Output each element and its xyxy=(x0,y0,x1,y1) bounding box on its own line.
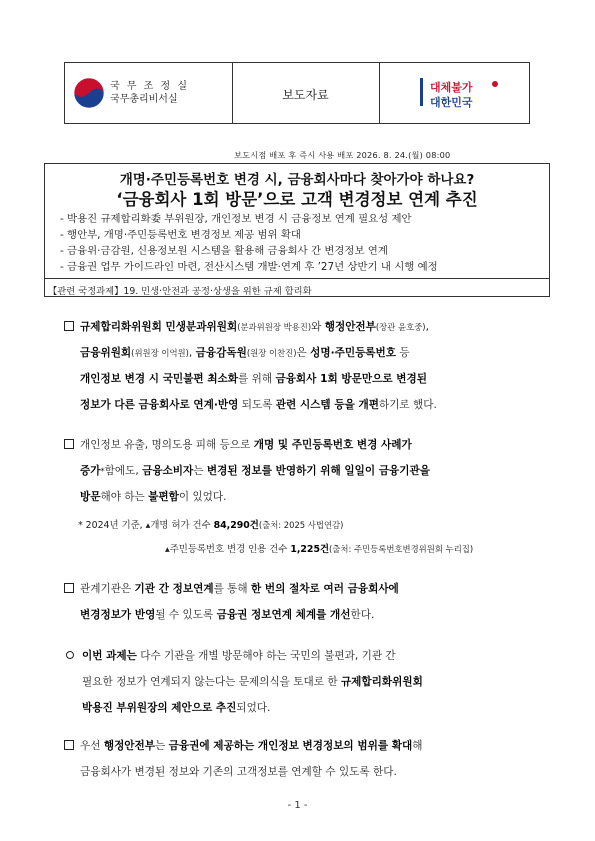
text: 다수 기관을 개별 방문해야 하는 국민의 불편과, 기관 간 xyxy=(136,650,396,662)
text: , xyxy=(425,321,429,333)
summary-bullet: - 행안부, 개명·주민등록번호 변경정보 제공 범위 확대 xyxy=(60,229,301,241)
text: 는 xyxy=(193,465,207,477)
text: 해야 하는 xyxy=(100,491,149,503)
paragraph-4 xyxy=(66,643,423,721)
text-strong: 금융소비자 xyxy=(142,465,194,477)
government-emblem-icon xyxy=(72,76,106,110)
text: 함에도, xyxy=(104,465,143,477)
square-bullet-icon xyxy=(64,321,74,331)
title-divider xyxy=(44,278,550,279)
text-strong: 한 번의 절차로 여러 금융회사에 xyxy=(251,583,399,595)
text-strong: 84,290건 xyxy=(213,520,259,531)
text: 개인정보 유출, 명의도용 피해 등으로 xyxy=(80,439,254,451)
text-strong: 방문 xyxy=(80,491,101,503)
summary-bullet: - 금융위·금감원, 신용정보원 시스템을 활용해 금융회사 간 변경정보 연계 xyxy=(60,245,388,257)
text: 필요한 정보가 연계되지 않는다는 문제의식을 토대로 한 xyxy=(82,676,341,688)
circle-bullet-icon xyxy=(66,651,74,659)
headline: 개명·주민등록번호 변경 시, 금융회사마다 찾아가야 하나요? xyxy=(119,172,475,188)
text-strong: 금융회사 1회 방문만으로 변경된 xyxy=(275,373,427,385)
square-bullet-icon xyxy=(64,583,74,593)
text-strong: 변경된 정보를 반영하기 위해 일일이 금융기관을 xyxy=(206,465,430,477)
org-name-secondary: 국무총리비서실 xyxy=(110,94,178,105)
text-strong: 행정안전부 xyxy=(103,740,156,752)
slogan-text-2: 대한민국 xyxy=(430,96,473,109)
text-strong: 개명 및 주민등록번호 변경 사례가 xyxy=(253,439,412,451)
text: 되도록 xyxy=(238,399,276,411)
release-time: 보도시점 배포 후 즉시 사용 배포 2026. 8. 24.(월) 08:00 xyxy=(234,150,451,160)
text-strong: 행정안전부 xyxy=(324,321,376,333)
text-strong: 1,225건 xyxy=(290,544,330,555)
text-strong: 규제합리화위원회 민생분과위원회 xyxy=(80,321,238,333)
text: 관계기관은 xyxy=(80,583,135,595)
text-note: (위원장 이억원) xyxy=(131,348,189,358)
text: 되었다. xyxy=(236,702,271,714)
text: 는 xyxy=(155,740,169,752)
square-bullet-icon xyxy=(64,439,74,449)
footnote-2 xyxy=(165,541,473,555)
text: ▴주민등록번호 변경 인용 건수 xyxy=(165,544,291,555)
header-divider xyxy=(379,62,380,124)
text-strong: 금융권에 제공하는 개인정보 변경정보의 범위를 확대 xyxy=(168,740,413,752)
summary-bullet: - 금융권 업무 가이드라인 마련, 전산시스템 개발·연계 후 ’27년 상반기 내 시행 예정 xyxy=(60,261,438,273)
slogan-text-1: 대체불가 xyxy=(430,81,473,94)
text: 금융회사가 변경된 정보와 기존의 고객정보를 연계할 수 있도록 한다. xyxy=(80,766,397,778)
text: 해 xyxy=(412,740,423,752)
organization-name xyxy=(110,80,189,106)
text-strong: 이번 과제는 xyxy=(82,650,137,662)
text-strong: 변경정보가 반영 xyxy=(80,609,156,621)
text-note: * xyxy=(100,466,105,476)
slogan-logo xyxy=(390,74,520,112)
text-note: (출처: 주민등록번호변경위원회 누리집) xyxy=(329,544,474,554)
text: 은 xyxy=(296,347,311,359)
text-strong: 불편함 xyxy=(148,491,179,503)
paragraph-3 xyxy=(64,576,399,628)
text-strong: 금융감독원 xyxy=(195,347,247,359)
main-title: ‘금융회사 1회 방문’으로 고객 변경정보 연계 추진 xyxy=(116,190,478,209)
text: 하기로 했다. xyxy=(378,399,437,411)
text-strong: 금융위원회 xyxy=(80,347,132,359)
text: 를 위해 xyxy=(238,373,276,385)
text: 를 통해 xyxy=(213,583,251,595)
text-note: (장관 윤호중) xyxy=(375,322,426,332)
text-strong: 규제합리화위원회 xyxy=(340,676,423,688)
text: ▴개명 허가 건수 xyxy=(145,520,214,531)
text: 한다. xyxy=(350,609,375,621)
paragraph-5 xyxy=(64,733,422,785)
text: 와 xyxy=(311,321,325,333)
related-agenda: 【관련 국정과제】19. 민생·안전과 공정·상생을 위한 규제 합리화 xyxy=(48,286,312,297)
square-bullet-icon xyxy=(64,740,74,750)
text: 등 xyxy=(396,347,410,359)
summary-bullet: - 박용진 규제합리화委 부위원장, 개인정보 변경 시 금융정보 연계 필요성 제안 xyxy=(60,213,412,225)
text: , xyxy=(188,347,196,359)
text: * 2024년 기준, xyxy=(78,520,146,531)
org-name: 국 무 조 정 실 xyxy=(110,81,190,92)
text: 우선 xyxy=(80,740,104,752)
text-strong: 정보가 다른 금융회사로 연계·반영 xyxy=(80,399,239,411)
text: 될 수 있도록 xyxy=(155,609,217,621)
text-strong: 박용진 부위원장의 제안으로 추진 xyxy=(82,702,237,714)
text-strong: 성명·주민등록번호 xyxy=(310,347,397,359)
text-strong: 증가 xyxy=(80,465,101,477)
text-strong: 금융권 정보연계 체계를 개선 xyxy=(216,609,351,621)
text-note: (출처: 2025 사법연감) xyxy=(258,520,344,530)
paragraph-1 xyxy=(64,314,437,418)
footnote-1 xyxy=(78,517,343,531)
summary-bullets xyxy=(60,211,438,275)
press-release-label: 보도자료 xyxy=(282,88,329,102)
page-number: - 1 - xyxy=(287,800,308,811)
text-note: (분과위원장 박용진) xyxy=(237,322,312,332)
paragraph-2 xyxy=(64,432,430,510)
text-strong: 관련 시스템 등을 개편 xyxy=(275,399,379,411)
text-strong: 기관 간 정보연계 xyxy=(134,583,214,595)
text-note: (원장 이찬진) xyxy=(246,348,297,358)
text: 이 있었다. xyxy=(178,491,227,503)
text-strong: 개인정보 변경 시 국민불편 최소화 xyxy=(80,373,239,385)
